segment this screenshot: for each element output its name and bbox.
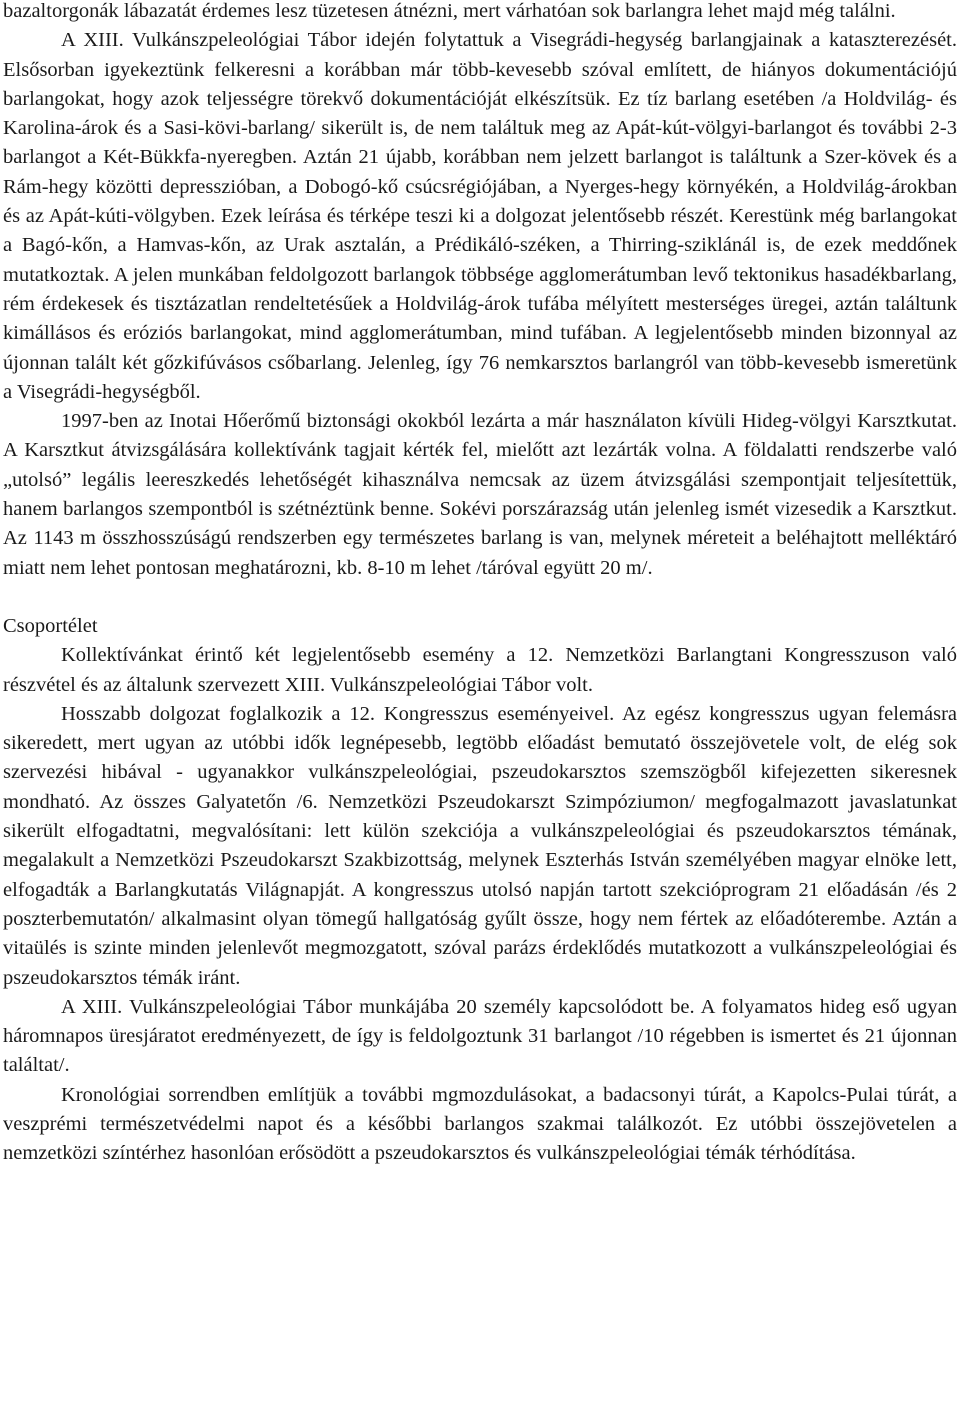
paragraph: bazaltorgonák lábazatát érdemes lesz tüzetesen átnézni, mert várhatóan sok barlangra lehet majd még találni. — [3, 0, 896, 22]
paragraph: 1997-ben az Inotai Hőerőmű biztonsági okokból lezárta a már használaton kívüli Hideg-völgyi Karsztkutat. A Karsztkut átvizsgálására kollektívánk tagjait kérték fel, mielőtt azt lezárták volna. A földalatti rendszerbe való „utolsó” legális leereszkedés lehetőségét kihasználva nemcsak az üzem átvizsgálási szempontjait teljesítettük, hanem barlangos szempontból is szétnéztünk benne. Sokévi porszárazság után jelenleg ismét vizesedik a Karsztkut. Az 1143 m összhosszúságú rendszerben egy természetes barlang is van, melynek méreteit a beléhajtott melléktáró miatt nem lehet pontosan meghatározni, kb. 8-10 m lehet /táróval együtt 20 m/. — [3, 410, 957, 579]
paragraph: Kollektívánkat érintő két legjelentősebb esemény a 12. Nemzetközi Barlangtani Kongresszuson való részvétel és az általunk szervezett XIII. Vulkánszpeleológiai Tábor volt. — [3, 644, 957, 696]
paragraph: Hosszabb dolgozat foglalkozik a 12. Kongresszus eseményeivel. Az egész kongresszus ugyan felemásra sikeredett, mert ugyan az utóbbi idők legnépesebb, legtöbb előadást bemutató összejövetele volt, de elég sok szervezési hibával - ugyanakkor vulkánszpeleológiai, pszeudokarsztos szemszögből kifejezetten sikeresnek mondható. Az összes Galyatetőn /6. Nemzetközi Pszeudokarszt Szimpóziumon/ megfogalmazott javaslatunkat sikerült elfogadtatni, megvalósítani: lett külön szekciója a vulkánszpeleológiai és pszeudokarsztos témának, megalakult a Nemzetközi Pszeudokarszt Szakbizottság, melynek Eszterhás István személyében magyar elnöke lett, elfogadták a Barlangkutatás Világnapját. A kongresszus utolsó napján tartott szekcióprogram 21 előadásán /és 2 poszterbemutatón/ alkalmasint olyan tömegű hallgatóság gyűlt össze, hogy nem fértek az előadóterembe. Aztán a vitaülés is szinte minden jelenlevőt megmozgatott, szóval parázs érdeklődés mutatkozott a vulkánszpeleológiai és pszeudokarsztos témák iránt. — [3, 702, 957, 989]
paragraph: A XIII. Vulkánszpeleológiai Tábor idején folytattuk a Visegrádi-hegység barlangjainak a kataszterezését. Elsősorban igyekeztünk felkeresni a korábban már több-kevesebb szóval említett, de hiányos dokumentációjú barlangokat, hogy azok teljességre törekvő dokumentációját elkészítsük. Ez tíz barlang esetében /a Holdvilág- és Karolina-árok és a Sasi-kövi-barlang/ sikerült is, de nem találtuk meg az Apát-kút-völgyi-barlangot és további 2-3 barlangot a Két-Bükkfa-nyeregben. Aztán 21 újabb, korábban nem jelzett barlangot is találtunk a Szer-kövek és a Rám-hegy közötti depresszióban, a Dobogó-kő csúcsrégiójában, a Nyerges-hegy környékén, a Holdvilág-árokban és az Apát-kúti-völgyben. Ezek leírása és térképe teszi ki a dolgozat jelentősebb részét. Kerestünk még barlangokat a Bagó-kőn, a Hamvas-kőn, az Urak asztalán, a Prédikáló-széken, a Thirring-sziklánál is, de ezek meddőnek mutatkoztak. A jelen munkában feldolgozott barlangok többsége agglomerátumban levő tektonikus hasadékbarlang, rém érdekesek és tisztázatlan rendeltetésűek a Holdvilág-árok tufába mélyített mesterséges üregei, aztán találtunk kimállásos és eróziós barlangokat, mind agglomerátumban, mind tufában. A legjelentősebb minden bizonnyal az újonnan talált két gőzkifúvásos csőbarlang. Jelenleg, így 76 nemkarsztos barlangról van több-kevesebb ismeretünk a Visegrádi-hegységből. — [3, 29, 957, 403]
paragraph: A XIII. Vulkánszpeleológiai Tábor munkájába 20 személy kapcsolódott be. A folyamatos hideg eső ugyan háromnapos üresjáratot eredményezett, de így is feldolgoztunk 31 barlangot /10 régebben is ismertet és 21 újonnan találtat/. — [3, 995, 957, 1077]
document-page — [3, 0, 957, 1169]
section-heading: Csoportélet — [3, 614, 98, 637]
paragraph: Kronológiai sorrendben említjük a további mgmozdulásokat, a badacsonyi túrát, a Kapolcs-Pulai túrát, a veszprémi természetvédelmi napot és a későbbi barlangos szakmai találkozót. Ez utóbbi összejövetelen a nemzetközi színtérhez hasonlóan erősödött a pszeudokarsztos és vulkánszpeleológiai témák térhódítása. — [3, 1083, 957, 1165]
